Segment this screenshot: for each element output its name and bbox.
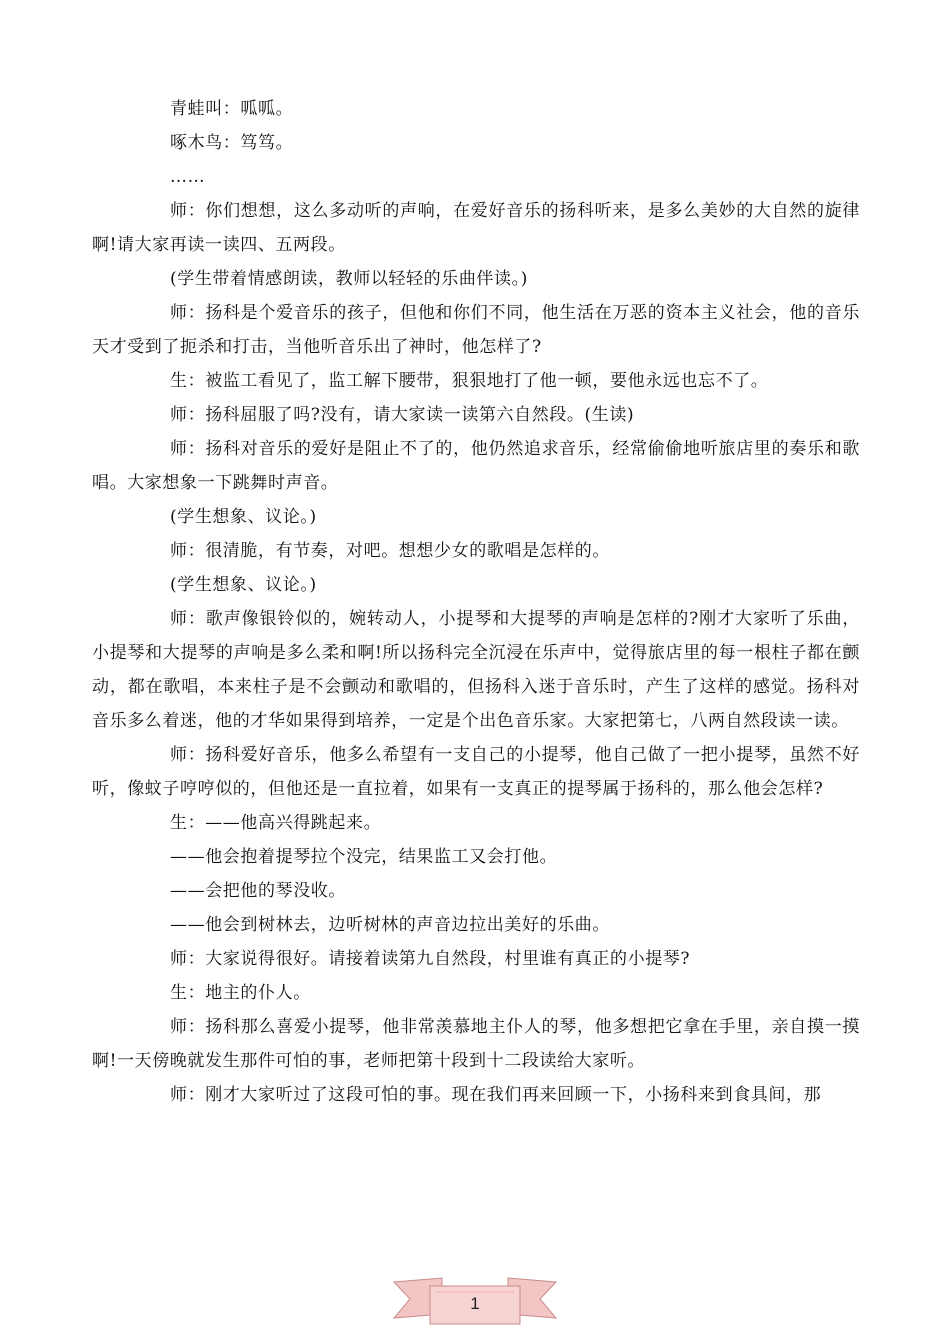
paragraph: 师：大家说得很好。请接着读第九自然段，村里谁有真正的小提琴?	[170, 949, 691, 969]
paragraph: ——他会抱着提琴拉个没完，结果监工又会打他。	[170, 847, 558, 867]
paragraph: (学生想象、议论。)	[170, 575, 317, 595]
paragraph: ——他会到树林去，边听树林的声音边拉出美好的乐曲。	[170, 915, 610, 935]
paragraph: ——会把他的琴没收。	[170, 881, 346, 901]
paragraph: 啄木鸟：笃笃。	[170, 133, 294, 153]
paragraph: 师：扬科对音乐的爱好是阻止不了的，他仍然追求音乐，经常偷偷地听旅店里的奏乐和歌唱。大家想象一下跳舞时声音。	[92, 439, 860, 493]
page-number: 1	[470, 1294, 480, 1313]
paragraph: 师：很清脆，有节奏，对吧。想想少女的歌唱是怎样的。	[170, 541, 610, 561]
paragraph: 师：扬科是个爱音乐的孩子，但他和你们不同，他生活在万恶的资本主义社会，他的音乐天才受到了扼杀和打击，当他听音乐出了神时，他怎样了?	[92, 303, 860, 357]
paragraph: 师：扬科那么喜爱小提琴，他非常羡慕地主仆人的琴，他多想把它拿在手里，亲自摸一摸啊!一天傍晚就发生那件可怕的事，老师把第十段到十二段读给大家听。	[92, 1017, 860, 1071]
paragraph: 青蛙叫：呱呱。	[170, 99, 294, 119]
paragraph: (学生想象、议论。)	[170, 507, 317, 527]
paragraph: (学生带着情感朗读，教师以轻轻的乐曲伴读。)	[170, 269, 528, 289]
paragraph: 师：扬科爱好音乐，他多么希望有一支自己的小提琴，他自己做了一把小提琴，虽然不好听，像蚊子哼哼似的，但他还是一直拉着，如果有一支真正的提琴属于扬科的，那么他会怎样?	[92, 745, 860, 799]
paragraph: 师：歌声像银铃似的，婉转动人，小提琴和大提琴的声响是怎样的?刚才大家听了乐曲，小提琴和大提琴的声响是多么柔和啊!所以扬科完全沉浸在乐声中，觉得旅店里的每一根柱子都在颤动，都在歌唱，本来柱子是不会颤动和歌唱的，但扬科入迷于音乐时，产生了这样的感觉。扬科对音乐多么着迷，他的才华如果得到培养，一定是个出色音乐家。大家把第七，八两自然段读一读。	[92, 609, 860, 731]
paragraph: ……	[170, 167, 206, 187]
paragraph: 师：你们想想，这么多动听的声响，在爱好音乐的扬科听来，是多么美妙的大自然的旋律啊!请大家再读一读四、五两段。	[92, 201, 860, 255]
paragraph: 师：刚才大家听过了这段可怕的事。现在我们再来回顾一下，小扬科来到食具间，那	[170, 1085, 822, 1105]
paragraph: 生：地主的仆人。	[170, 983, 311, 1003]
paragraph: 生：——他高兴得跳起来。	[170, 813, 382, 833]
paragraph: 生：被监工看见了，监工解下腰带，狠狠地打了他一顿，要他永远也忘不了。	[170, 371, 769, 391]
document-body	[92, 92, 860, 1112]
paragraph: 师：扬科屈服了吗?没有，请大家读一读第六自然段。(生读)	[170, 405, 635, 425]
page-footer	[390, 1268, 560, 1338]
